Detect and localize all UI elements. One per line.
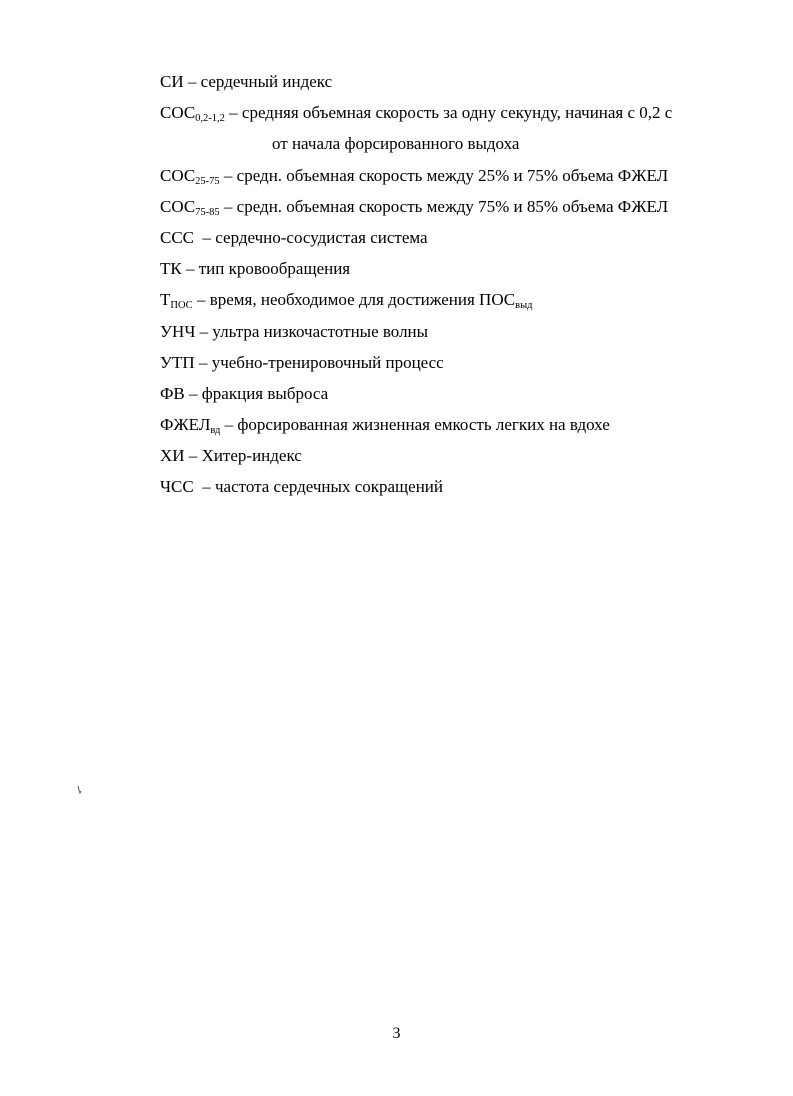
abbreviation-row [160,70,760,101]
abbreviation-term: ФЖЕЛ [160,415,211,435]
abbreviation-term: ХИ [160,446,185,466]
abbreviation-row [160,195,760,226]
scan-artifact [77,786,82,794]
abbreviation-definition: учебно-тренировочный процесс [211,352,444,372]
separator: – [184,446,202,466]
abbreviation-row [160,475,760,506]
separator: – [194,352,212,372]
abbreviation-subscript: вд [210,425,221,437]
abbreviation-definition: частота сердечных сокращений [214,477,443,497]
abbreviation-list [160,70,760,507]
abbreviation-subscript: ПОС [170,300,193,312]
abbreviation-definition: ультра низкочастотные волны [212,321,429,341]
abbreviation-row [160,164,760,195]
separator: – [219,196,237,216]
page-number: 3 [392,1025,401,1042]
abbreviation-row [160,288,760,319]
separator: – [224,103,242,123]
abbreviation-definition: сердечный индекс [200,72,333,91]
abbreviation-row [160,320,760,351]
abbreviation-definition: сердечно-сосудистая система [215,227,428,247]
abbreviation-row [160,351,760,382]
separator: – [181,259,199,279]
abbreviation-definition-continuation: от начала форсированного выдоха [272,134,520,154]
abbreviation-definition: время, необходимое для достижения ПОС [209,290,516,310]
abbreviation-row [160,257,760,288]
abbreviation-subscript: 0,2-1,2 [195,113,225,125]
abbreviation-term: СИ [160,72,184,91]
abbreviation-subscript: 25-75 [195,175,220,187]
abbreviation-term: ФВ [160,383,185,403]
separator: – [219,165,237,185]
abbreviation-term: ТК [160,259,182,279]
separator: – [197,477,215,497]
abbreviation-term: ССС [160,227,195,247]
separator: – [198,227,216,247]
separator: – [192,290,210,310]
abbreviation-term: СОС [160,103,196,123]
abbreviation-term: УНЧ [160,321,196,341]
abbreviation-definition: средн. объемная скорость между 75% и 85% объема ФЖЕЛ [236,196,669,216]
abbreviation-definition: фракция выброса [201,383,329,403]
separator: – [184,383,202,403]
abbreviation-definition: тип кровообращения [198,259,351,279]
abbreviation-row [160,101,760,163]
abbreviation-subscript: 75-85 [195,206,220,218]
separator: – [220,415,238,435]
abbreviation-row [160,382,760,413]
abbreviation-term: СОС [160,196,196,216]
abbreviation-row [160,413,760,444]
abbreviation-definition: средн. объемная скорость между 25% и 75% объема ФЖЕЛ [236,165,669,185]
abbreviation-term: Т [160,290,171,310]
abbreviation-row [160,444,760,475]
abbreviation-term: ЧСС [160,477,194,497]
separator: – [195,321,213,341]
abbreviation-term: СОС [160,165,196,185]
abbreviation-term: УТП [160,352,195,372]
separator: – [183,72,201,91]
abbreviation-row [160,226,760,257]
abbreviation-definition: средняя объемная скорость за одну секунду, начиная с 0,2 с [241,103,673,123]
abbreviation-definition: форсированная жизненная емкость легких на вдохе [237,415,610,435]
definition-subscript: выд [515,300,533,312]
abbreviation-definition: Хитер-индекс [201,446,302,466]
